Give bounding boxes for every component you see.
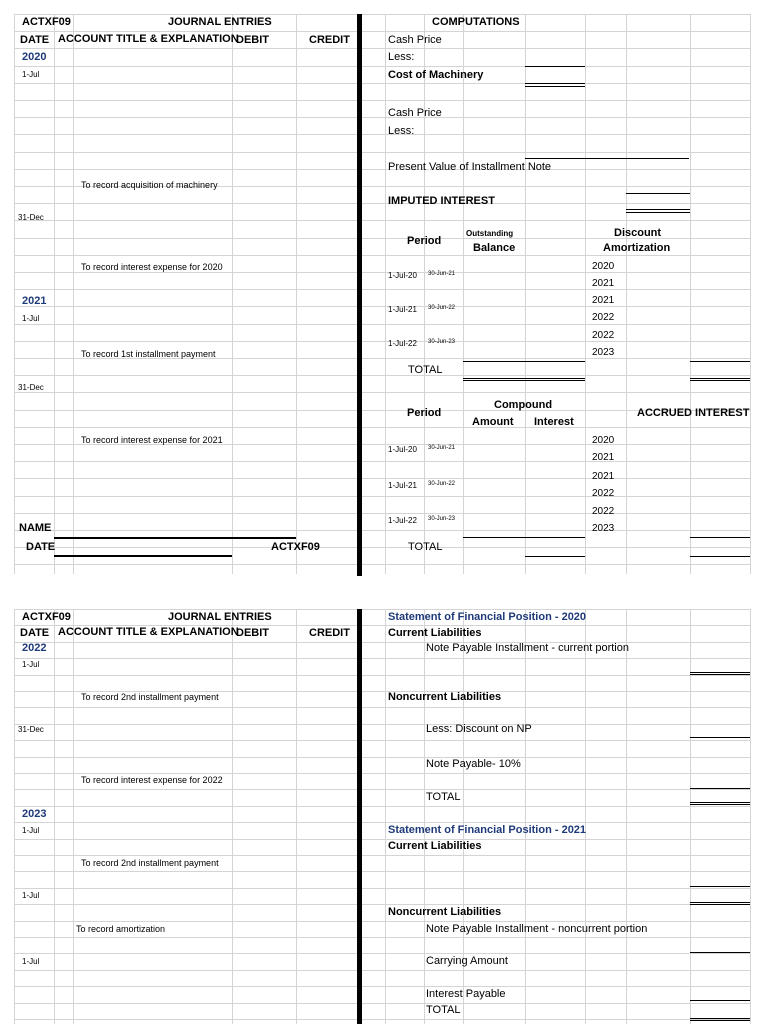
year-cell: 2021: [592, 471, 615, 482]
grid-row-line: [14, 530, 750, 531]
period-from: 1-Jul-22: [388, 516, 417, 525]
grid-row-line: [14, 609, 750, 610]
amount-header: Amount: [472, 416, 514, 428]
entry-date: 1-Jul: [22, 891, 40, 900]
col-debit-header: DEBIT: [236, 627, 269, 639]
grid-row-line: [14, 66, 750, 67]
grid-row-line: [14, 707, 750, 708]
col-account-header: ACCOUNT TITLE & EXPLANATION: [58, 33, 239, 45]
cash-price-label: Cash Price: [388, 34, 442, 46]
grid-row-line: [14, 822, 750, 823]
grid-row-line: [14, 478, 750, 479]
grid-row-line: [14, 255, 750, 256]
entry-memo: To record acquisition of machinery: [81, 180, 218, 190]
col-date-header: DATE: [20, 627, 50, 639]
period-from: 1-Jul-20: [388, 271, 417, 280]
period-header: Period: [407, 407, 442, 419]
entry-memo: To record 2nd installment payment: [81, 858, 219, 868]
period-to: 30-Jun-22: [428, 305, 456, 311]
grid-col-line: [750, 609, 751, 1024]
cost-of-machinery-label: Cost of Machinery: [388, 69, 484, 81]
grid-row-line: [14, 921, 750, 922]
double-underline-top: [690, 902, 750, 903]
journal-title: JOURNAL ENTRIES: [168, 16, 272, 28]
grid-col-line: [54, 14, 55, 574]
grid-row-line: [14, 789, 750, 790]
col-debit-header: DEBIT: [236, 34, 269, 46]
grid-col-line: [296, 609, 297, 1024]
balance-header: Balance: [473, 242, 516, 254]
total-label: TOTAL: [408, 364, 443, 376]
underline: [525, 158, 689, 159]
year-cell: 2021: [592, 452, 615, 463]
grid-col-line: [585, 609, 586, 1024]
year-cell: 2020: [592, 261, 615, 272]
discount-header: Discount: [614, 227, 662, 239]
grid-row-line: [14, 564, 750, 565]
grid-row-line: [14, 839, 750, 840]
name-label: NAME: [19, 522, 52, 534]
grid-row-line: [14, 642, 750, 643]
grid-row-line: [14, 496, 750, 497]
year-cell: 2020: [592, 435, 615, 446]
col-credit-header: CREDIT: [309, 627, 350, 639]
double-underline-top: [690, 672, 750, 673]
grid-row-line: [14, 855, 750, 856]
year-cell: 2022: [592, 488, 615, 499]
entry-memo: To record amortization: [76, 924, 166, 934]
grid-row-line: [14, 675, 750, 676]
footer-code: ACTXF09: [271, 541, 320, 553]
grid-col-line: [73, 609, 74, 1024]
grid-row-line: [14, 513, 750, 514]
sheet-divider: [357, 609, 362, 1024]
grid-col-line: [424, 609, 425, 1024]
double-underline-top: [626, 209, 690, 210]
double-underline-bottom: [690, 674, 750, 675]
underline: [690, 537, 750, 538]
imputed-interest-label: IMPUTED INTEREST: [388, 195, 495, 207]
grid-row-line: [14, 203, 750, 204]
grid-row-line: [14, 970, 750, 971]
grid-col-line: [385, 609, 386, 1024]
grid-col-line: [626, 14, 627, 574]
year-label: 2021: [22, 295, 47, 307]
grid-row-line: [14, 83, 750, 84]
period-to: 30-Jun-21: [428, 271, 456, 277]
name-line: [54, 537, 296, 539]
entry-date: 1-Jul: [22, 826, 40, 835]
total-label: TOTAL: [408, 541, 443, 553]
entry-date: 1-Jul: [22, 314, 40, 323]
year-cell: 2023: [592, 347, 615, 358]
grid-col-line: [750, 14, 751, 574]
double-underline-bottom: [626, 212, 690, 213]
year-cell: 2022: [592, 312, 615, 323]
grid-col-line: [626, 609, 627, 1024]
double-underline-top: [690, 802, 750, 803]
underline: [690, 952, 750, 953]
period-from: 1-Jul-20: [388, 445, 417, 454]
grid-row-line: [14, 341, 750, 342]
grid-col-line: [14, 609, 15, 1024]
grid-col-line: [463, 14, 464, 574]
grid-row-line: [14, 773, 750, 774]
grid-row-line: [14, 658, 750, 659]
grid-row-line: [14, 986, 750, 987]
sheet-divider: [357, 14, 362, 576]
grid-row-line: [14, 48, 750, 49]
less-discount-label: Less: Discount on NP: [426, 723, 532, 735]
double-underline-top: [525, 83, 585, 84]
grid-row-line: [14, 547, 750, 548]
grid-row-line: [14, 152, 750, 153]
present-value-label: Present Value of Installment Note: [388, 161, 552, 173]
sfp-2021-title: Statement of Financial Position - 2021: [388, 824, 587, 836]
grid-row-line: [14, 14, 750, 15]
underline: [525, 66, 585, 67]
noncurrent-liabilities-label: Noncurrent Liabilities: [388, 906, 502, 918]
period-to: 30-Jun-22: [428, 481, 456, 487]
grid-col-line: [232, 609, 233, 1024]
grid-col-line: [585, 14, 586, 574]
grid-col-line: [73, 14, 74, 574]
journal-title: JOURNAL ENTRIES: [168, 611, 272, 623]
period-to: 30-Jun-23: [428, 516, 456, 522]
underline: [690, 886, 750, 887]
grid-row-line: [14, 427, 750, 428]
entry-memo: To record 1st installment payment: [81, 349, 216, 359]
year-cell: 2021: [592, 295, 615, 306]
col-account-header: ACCOUNT TITLE & EXPLANATION: [58, 626, 239, 638]
grid-col-line: [54, 609, 55, 1024]
grid-row-line: [14, 740, 750, 741]
double-underline-bottom: [463, 380, 585, 381]
grid-col-line: [296, 14, 297, 574]
underline: [463, 537, 585, 538]
underline: [626, 193, 690, 194]
grid-row-line: [14, 392, 750, 393]
double-underline-bottom: [690, 380, 750, 381]
grid-col-line: [232, 14, 233, 574]
year-label: 2023: [22, 808, 47, 820]
grid-row-line: [14, 1003, 750, 1004]
interest-payable-label: Interest Payable: [426, 988, 506, 1000]
sheet-code: ACTXF09: [22, 611, 71, 623]
noncurrent-liabilities-label: Noncurrent Liabilities: [388, 691, 502, 703]
grid-row-line: [14, 272, 750, 273]
sheet-code: ACTXF09: [22, 16, 71, 28]
underline: [463, 361, 585, 362]
np-current-portion-label: Note Payable Installment - current portion: [426, 642, 629, 654]
grid-col-line: [424, 14, 425, 574]
underline: [690, 1000, 750, 1001]
date-line: [54, 555, 232, 557]
interest-header: Interest: [534, 416, 574, 428]
double-underline-top: [690, 1018, 750, 1019]
grid-row-line: [14, 888, 750, 889]
accrued-interest-header: ACCRUED INTEREST: [637, 407, 750, 419]
grid-col-line: [14, 14, 15, 574]
current-liabilities-label: Current Liabilities: [388, 840, 482, 852]
grid-row-line: [14, 461, 750, 462]
period-from: 1-Jul-21: [388, 305, 417, 314]
note-payable-label: Note Payable- 10%: [426, 758, 521, 770]
entry-memo: To record interest expense for 2022: [81, 775, 223, 785]
grid-row-line: [14, 306, 750, 307]
grid-row-line: [14, 953, 750, 954]
year-cell: 2022: [592, 330, 615, 341]
grid-col-line: [690, 14, 691, 574]
grid-col-line: [385, 14, 386, 574]
grid-row-line: [14, 289, 750, 290]
grid-row-line: [14, 117, 750, 118]
grid-row-line: [14, 904, 750, 905]
year-cell: 2021: [592, 278, 615, 289]
double-underline-top: [463, 378, 585, 379]
entry-date: 31-Dec: [18, 383, 44, 392]
year-cell: 2023: [592, 523, 615, 534]
grid-row-line: [14, 937, 750, 938]
grid-row-line: [14, 806, 750, 807]
np-noncurrent-portion-label: Note Payable Installment - noncurrent portion: [426, 923, 648, 935]
period-to: 30-Jun-21: [428, 445, 456, 451]
col-credit-header: CREDIT: [309, 34, 350, 46]
amortization-header: Amortization: [603, 242, 671, 254]
worksheet-2: [0, 607, 768, 1024]
underline: [690, 737, 750, 738]
total-label: TOTAL: [426, 1004, 461, 1016]
grid-col-line: [525, 14, 526, 574]
entry-date: 31-Dec: [18, 213, 44, 222]
outstanding-header: Outstanding: [466, 229, 514, 238]
year-cell: 2022: [592, 506, 615, 517]
grid-row-line: [14, 100, 750, 101]
grid-row-line: [14, 134, 750, 135]
grid-row-line: [14, 169, 750, 170]
col-date-header: DATE: [20, 34, 50, 46]
underline: [690, 361, 750, 362]
total-label: TOTAL: [426, 791, 461, 803]
grid-row-line: [14, 1019, 750, 1020]
entry-memo: To record interest expense for 2021: [81, 435, 223, 445]
underline: [690, 788, 750, 789]
underline: [690, 556, 750, 557]
grid-row-line: [14, 724, 750, 725]
entry-date: 1-Jul: [22, 957, 40, 966]
period-from: 1-Jul-22: [388, 339, 417, 348]
entry-date: 31-Dec: [18, 725, 44, 734]
less-label: Less:: [388, 125, 415, 137]
year-label: 2022: [22, 642, 47, 654]
period-to: 30-Jun-23: [428, 339, 456, 345]
period-header: Period: [407, 235, 442, 247]
cash-price-label: Cash Price: [388, 107, 442, 119]
current-liabilities-label: Current Liabilities: [388, 627, 482, 639]
grid-row-line: [14, 871, 750, 872]
computations-title: COMPUTATIONS: [432, 16, 520, 28]
double-underline-top: [690, 378, 750, 379]
year-label: 2020: [22, 51, 47, 63]
double-underline-bottom: [690, 904, 750, 905]
grid-row-line: [14, 324, 750, 325]
grid-col-line: [525, 609, 526, 1024]
entry-memo: To record 2nd installment payment: [81, 692, 219, 702]
date-label: DATE: [26, 541, 56, 553]
double-underline-bottom: [690, 804, 750, 805]
double-underline-bottom: [690, 1020, 750, 1021]
grid-row-line: [14, 220, 750, 221]
underline: [525, 556, 585, 557]
carrying-amount-label: Carrying Amount: [426, 955, 508, 967]
entry-date: 1-Jul: [22, 660, 40, 669]
entry-date: 1-Jul: [22, 70, 40, 79]
grid-row-line: [14, 757, 750, 758]
compound-header: Compound: [494, 399, 553, 411]
less-label: Less:: [388, 51, 415, 63]
grid-row-line: [14, 375, 750, 376]
double-underline-bottom: [525, 86, 585, 87]
entry-memo: To record interest expense for 2020: [81, 262, 223, 272]
period-from: 1-Jul-21: [388, 481, 417, 490]
sfp-2020-title: Statement of Financial Position - 2020: [388, 611, 587, 623]
